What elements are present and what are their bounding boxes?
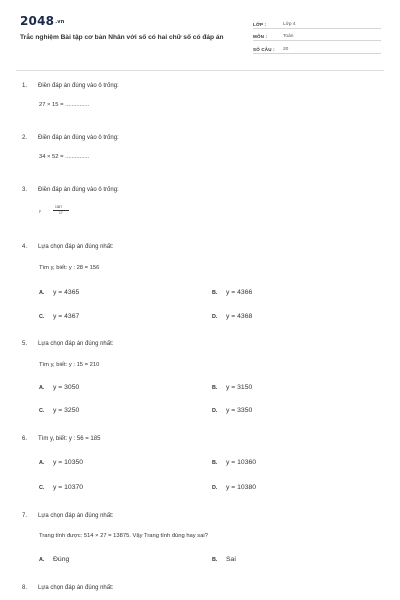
option-letter: D. — [212, 314, 218, 320]
question-prompt: Điền đáp án đúng vào ô trống: — [38, 135, 119, 141]
option-text: y = 10370 — [53, 484, 84, 491]
meta-info — [253, 16, 381, 54]
question-number: 2. — [22, 135, 28, 141]
option-text: y = 4366 — [226, 289, 253, 296]
option-letter: A. — [39, 385, 45, 391]
question-7-statement: Trang tính được: 514 × 27 = 13875. Vậy Trang tính đúng hay sai? — [39, 533, 208, 539]
option-text: y = 3150 — [226, 384, 253, 391]
header-divider — [16, 70, 384, 71]
option-letter: B. — [212, 290, 218, 296]
question-prompt: Lựa chọn đáp án đúng nhất: — [38, 244, 114, 250]
option-text: y = 4367 — [53, 313, 80, 320]
question-number: 6. — [22, 436, 28, 442]
option-text: Sai — [226, 556, 236, 563]
option-a[interactable] — [39, 383, 79, 393]
question-4 — [22, 243, 113, 251]
meta-row-subject — [253, 29, 381, 42]
question-number: 5. — [22, 341, 28, 347]
option-text: y = 4368 — [226, 313, 253, 320]
meta-row-count — [253, 41, 381, 54]
option-text: y = 10350 — [53, 459, 84, 466]
question-3 — [22, 186, 119, 194]
meta-value: Lớp 4 — [283, 21, 296, 27]
question-number: 1. — [22, 83, 28, 89]
option-letter: C. — [39, 408, 45, 414]
option-c[interactable] — [39, 483, 83, 493]
option-b[interactable] — [212, 555, 236, 565]
question-1-expression: 27 × 15 = ............... — [39, 102, 90, 108]
option-d[interactable] — [212, 312, 252, 322]
option-d[interactable] — [212, 483, 256, 493]
option-b[interactable] — [212, 288, 252, 298]
question-5 — [22, 340, 113, 348]
question-2-expression: 34 × 52 = ............... — [39, 154, 90, 160]
option-d[interactable] — [212, 406, 252, 416]
fraction-variable: y — [39, 209, 41, 213]
option-letter: D. — [212, 408, 218, 414]
option-letter: C. — [39, 485, 45, 491]
question-prompt: Lựa chọn đáp án đúng nhất: — [38, 341, 114, 347]
meta-value: 20 — [283, 46, 289, 52]
option-text: Đúng — [53, 556, 70, 563]
question-prompt: Lựa chọn đáp án đúng nhất: — [38, 585, 114, 591]
question-1 — [22, 82, 119, 90]
option-b[interactable] — [212, 383, 252, 393]
option-letter: D. — [212, 485, 218, 491]
question-prompt: Lựa chọn đáp án đúng nhất: — [38, 513, 114, 519]
option-c[interactable] — [39, 312, 79, 322]
question-prompt: Điền đáp án đúng vào ô trống: — [38, 83, 119, 89]
question-2 — [22, 134, 119, 142]
option-a[interactable] — [39, 555, 69, 565]
fraction-numerator: 1367 — [55, 205, 63, 209]
meta-label: LỚP : — [253, 21, 267, 27]
meta-row-class — [253, 16, 381, 29]
document-title: Trắc nghiệm Bài tập cơ bản Nhân với số có hai chữ số có đáp án — [20, 34, 224, 41]
option-letter: C. — [39, 314, 45, 320]
option-c[interactable] — [39, 406, 79, 416]
option-letter: B. — [212, 385, 218, 391]
option-text: y = 3250 — [53, 407, 80, 414]
question-prompt: Tìm y, biết: y : 56 = 185 — [38, 436, 101, 442]
option-text: y = 10380 — [226, 484, 257, 491]
option-b[interactable] — [212, 458, 256, 468]
option-letter: B. — [212, 460, 218, 466]
question-7 — [22, 512, 113, 520]
question-number: 8. — [22, 585, 28, 591]
option-letter: A. — [39, 290, 45, 296]
option-letter: B. — [212, 557, 218, 563]
question-number: 7. — [22, 513, 28, 519]
option-text: y = 4365 — [53, 289, 80, 296]
logo-text: 2048 — [20, 14, 55, 28]
option-a[interactable] — [39, 458, 83, 468]
option-text: y = 10360 — [226, 459, 257, 466]
logo-suffix: .vn — [55, 18, 65, 25]
option-letter: A. — [39, 460, 45, 466]
question-8 — [22, 584, 113, 592]
option-a[interactable] — [39, 288, 79, 298]
question-6 — [22, 435, 100, 443]
meta-value: Toán — [283, 34, 294, 39]
question-number: 4. — [22, 244, 28, 250]
option-text: y = 3050 — [53, 384, 80, 391]
option-letter: A. — [39, 557, 45, 563]
question-5-statement: Tìm y, biết: y : 15 = 210 — [39, 362, 100, 368]
question-4-statement: Tìm y, biết: y : 28 = 156 — [39, 265, 100, 271]
meta-label: SỐ CÂU : — [253, 46, 275, 52]
question-number: 3. — [22, 187, 28, 193]
question-3-fraction — [39, 205, 79, 219]
meta-label: MÔN : — [253, 34, 268, 39]
question-prompt: Điền đáp án đúng vào ô trống: — [38, 187, 119, 193]
option-text: y = 3350 — [226, 407, 253, 414]
fraction-denominator: 17 — [59, 211, 63, 215]
site-logo[interactable] — [20, 14, 65, 28]
